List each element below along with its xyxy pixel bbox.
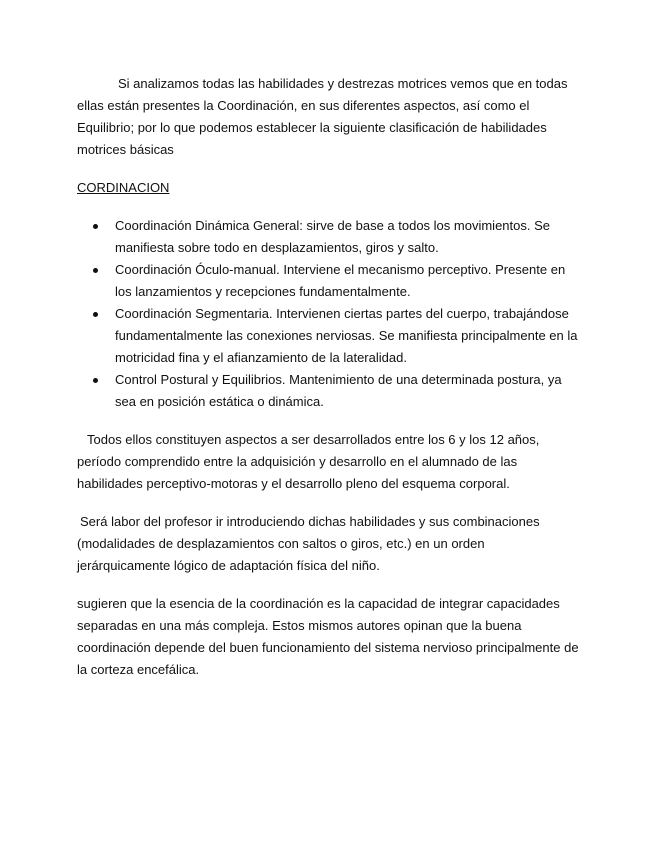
list-item-text: Coordinación Dinámica General: sirve de base a todos los movimientos. Se manifiesta sobre todo en desplazamientos, giros y salto. <box>115 218 550 255</box>
age-range-paragraph: Todos ellos constituyen aspectos a ser desarrollados entre los 6 y los 12 años, período comprendido entre la adquisición y desarrollo en el alumnado de las habilidades perceptivo-motoras y el desarrollo pleno del esquema corporal. <box>77 432 540 491</box>
list-item <box>77 259 580 303</box>
list-item-text: Coordinación Segmentaria. Intervienen ciertas partes del cuerpo, trabajándose fundamentalmente las conexiones nerviosas. Se manifiesta principalmente en la motricidad fina y el afianzamiento de la lateralidad. <box>115 306 578 365</box>
bullet-list <box>77 215 580 413</box>
list-item <box>77 303 580 369</box>
bullet-icon <box>93 268 98 273</box>
bullet-icon <box>93 312 98 317</box>
bullet-icon <box>93 224 98 229</box>
list-item-text: Coordinación Óculo-manual. Interviene el mecanismo perceptivo. Presente en los lanzamientos y recepciones fundamentalmente. <box>115 262 566 299</box>
document-body <box>77 73 580 681</box>
teacher-role-paragraph: Será labor del profesor ir introduciendo dichas habilidades y sus combinaciones (modalidades de desplazamientos con saltos o giros, etc.) en un orden jerárquicamente lógico de adaptación física del niño. <box>77 514 540 573</box>
section-heading: CORDINACION <box>77 180 170 195</box>
bullet-icon <box>93 378 98 383</box>
coordination-definition-paragraph: sugieren que la esencia de la coordinación es la capacidad de integrar capacidades separadas en una más compleja. Estos mismos autores opinan que la buena coordinación depende del buen funcionamiento del sistema nervioso principalmente de la corteza encefálica. <box>77 596 579 677</box>
list-item <box>77 369 580 413</box>
intro-paragraph: Si analizamos todas las habilidades y destrezas motrices vemos que en todas ellas están presentes la Coordinación, en sus diferentes aspectos, así como el Equilibrio; por lo que podemos establecer la siguiente clasificación de habilidades motrices básicas <box>77 76 568 157</box>
list-item <box>77 215 580 259</box>
list-item-text: Control Postural y Equilibrios. Mantenimiento de una determinada postura, ya sea en posición estática o dinámica. <box>115 372 562 409</box>
